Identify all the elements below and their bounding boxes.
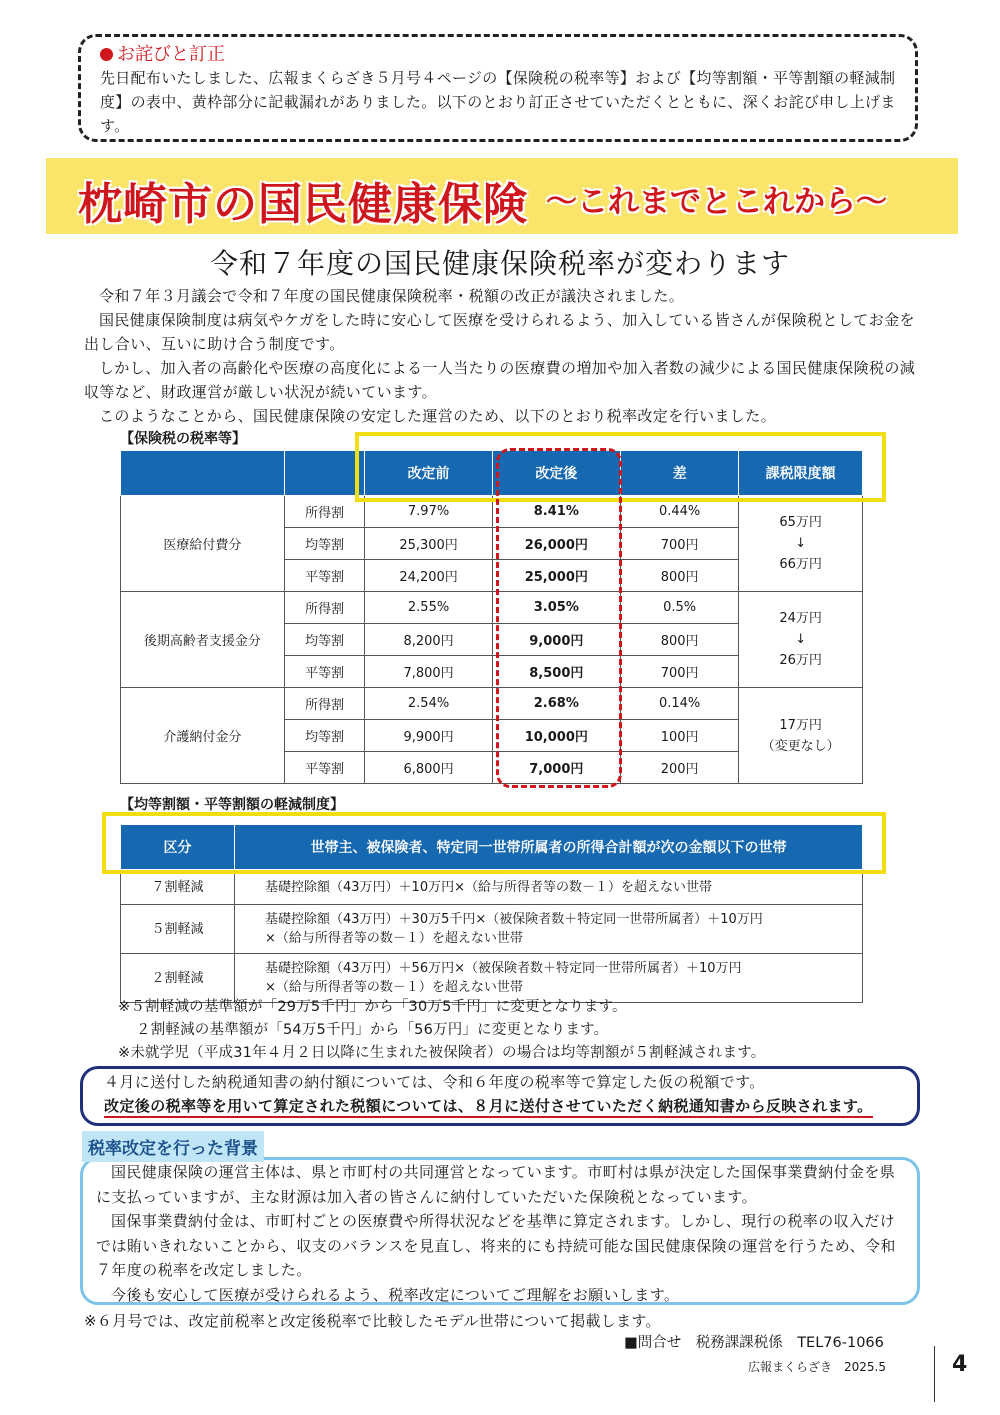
relief-description: [235, 870, 863, 905]
intro-paragraph: 国民健康保険制度は病気やケガをした時に安心して医療を受けられるよう、加入している皆さんが保険税としてお金を出し合い、互いに助け合う制度です。: [84, 311, 915, 353]
tax-type: 均等割: [284, 528, 365, 560]
headline: 令和７年度の国民健康保険税率が変わります: [209, 247, 790, 280]
intro-paragraph: 令和７年３月議会で令和７年度の国民健康保険税率・税額の改正が議決されました。: [99, 287, 685, 305]
header-diff: 差: [620, 451, 738, 496]
value-after: 3.05%: [492, 592, 620, 624]
value-diff: 700円: [620, 528, 738, 560]
down-arrow-icon: ↓: [795, 632, 807, 647]
value-before: 9,900円: [365, 720, 492, 752]
limit-to: 26万円: [779, 653, 822, 668]
relief-line: ×（給与所得者等の数－１）を超えない世帯: [265, 980, 523, 995]
notice-line-2: 改定後の税率等を用いて算定された税額については、８月に送付させていただく納税通知書から反映されます。: [104, 1095, 873, 1118]
tax-type: 平等割: [284, 656, 365, 688]
limit-from: 65万円: [779, 515, 822, 530]
apology-title: [100, 40, 225, 66]
value-before: 6,800円: [365, 752, 492, 784]
background-paragraph: 今後も安心して医療が受けられるよう、税率改定についてご理解をお願いします。: [111, 1285, 680, 1304]
after-column-highlight: [496, 448, 622, 788]
apology-title-text: お詫びと訂正: [117, 44, 225, 65]
relief-line: 基礎控除額（43万円）＋10万円×（給与所得者等の数－１）を超えない世帯: [265, 879, 712, 895]
relief-line: 基礎控除額（43万円）＋30万5千円×（被保険者数＋特定同一世帯所属者）＋10万円: [265, 912, 763, 927]
tax-limit: [739, 496, 863, 592]
value-diff: 0.44%: [620, 496, 738, 528]
value-diff: 200円: [620, 752, 738, 784]
relief-description: [235, 905, 863, 954]
notice-line-1: ４月に送付した納税通知書の納付額については、令和６年度の税率等で算定した仮の税額です。: [104, 1073, 765, 1091]
note-line: ※未就学児（平成31年４月２日以降に生まれた被保険者）の場合は均等割額が５割軽減されます。: [118, 1045, 766, 1061]
group-name: 介護納付金分: [121, 688, 285, 784]
page-number: 4: [952, 1352, 968, 1377]
value-diff: 700円: [620, 656, 738, 688]
note-line: ２割軽減の基準額が「54万5千円」から「56万円」に変更となります。: [136, 1022, 609, 1038]
header-limit: 課税限度額: [739, 451, 863, 496]
value-diff: 0.14%: [620, 688, 738, 720]
value-after: 7,000円: [492, 752, 620, 784]
value-before: 2.54%: [365, 688, 492, 720]
table-row: [121, 905, 863, 954]
red-dot-icon: [100, 48, 113, 61]
tax-type: 均等割: [284, 624, 365, 656]
correction-highlight-box: [102, 812, 886, 874]
publication-info: 広報まくらざき 2025.5: [748, 1360, 886, 1374]
value-before: 7.97%: [365, 496, 492, 528]
down-arrow-icon: ↓: [795, 536, 807, 551]
header-before: 改定前: [365, 451, 492, 496]
tax-limit: [739, 688, 863, 784]
value-before: 8,200円: [365, 624, 492, 656]
intro-paragraph: このようなことから、国民健康保険の安定した運営のため、以下のとおり税率改定を行いました。: [99, 407, 777, 425]
relief-line: ×（給与所得者等の数－１）を超えない世帯: [265, 931, 523, 946]
relief-category: ２割軽減: [121, 954, 235, 1003]
banner-subtitle: ～これまでとこれから～: [546, 184, 887, 220]
tax-type: 平等割: [284, 560, 365, 592]
relief-category: ７割軽減: [121, 870, 235, 905]
intro-paragraph: しかし、加入者の高齢化や医療の高度化による一人当たりの医療費の増加や加入者数の減少による国民健康保険税の減収等など、財政運営が厳しい状況が続いています。: [84, 359, 916, 401]
header-blank: [284, 451, 365, 496]
header-after: 改定後: [492, 451, 620, 496]
value-diff: 0.5%: [620, 592, 738, 624]
value-after: 10,000円: [492, 720, 620, 752]
tax-type: 平等割: [284, 752, 365, 784]
value-after: 25,000円: [492, 560, 620, 592]
background-paragraph: 国保事業費納付金は、市町村ごとの医療費や所得状況などを基準に算定されます。しかし、現行の税率の収入だけでは賄いきれないことから、収支のバランスを見直し、将来的にも持続可能な国民健康保険の運営を行うため、令和７年度の税率を改定しました。: [96, 1212, 896, 1279]
notes: [118, 996, 765, 1065]
table-row: [121, 592, 863, 624]
header-description: 世帯主、被保険者、特定同一世帯所属者の所得合計額が次の金額以下の世帯: [235, 825, 863, 870]
background-heading: 税率改定を行った背景: [82, 1131, 264, 1162]
note-line: ※５割軽減の基準額が「29万5千円」から「30万5千円」に変更となります。: [118, 999, 627, 1015]
limit-from: 24万円: [779, 611, 822, 626]
limit-to: （変更なし）: [761, 738, 840, 754]
header-blank: [121, 451, 285, 496]
tax-limit: [739, 592, 863, 688]
contact-info: ■問合せ 税務課課税係 TEL76-1066: [624, 1335, 884, 1351]
group-name: 後期高齢者支援金分: [121, 592, 285, 688]
value-before: 7,800円: [365, 656, 492, 688]
background-paragraph: 国民健康保険の運営主体は、県と市町村の共同運営となっています。市町村は県が決定した国保事業費納付金を県に支払っていますが、主な財源は加入者の皆さんに納付していただいた保険税となっています。: [96, 1163, 896, 1206]
tax-type: 所得割: [284, 496, 365, 528]
footnote: ※６月号では、改定前税率と改定後税率で比較したモデル世帯について掲載します。: [84, 1312, 661, 1330]
value-after: 9,000円: [492, 624, 620, 656]
table-row: [121, 688, 863, 720]
divider: [934, 1346, 935, 1402]
value-after: 8.41%: [492, 496, 620, 528]
value-before: 24,200円: [365, 560, 492, 592]
rate-table-label: 【保険税の税率等】: [120, 431, 246, 447]
relief-table-label: 【均等割額・平等割額の軽減制度】: [120, 797, 344, 813]
background-text: [96, 1160, 908, 1307]
relief-line: 基礎控除額（43万円）＋56万円×（被保険者数＋特定同一世帯所属者）＋10万円: [265, 961, 742, 976]
limit-from: 17万円: [779, 717, 822, 733]
value-diff: 800円: [620, 624, 738, 656]
tax-type: 均等割: [284, 720, 365, 752]
value-after: 2.68%: [492, 688, 620, 720]
group-name: 医療給付費分: [121, 496, 285, 592]
value-after: 26,000円: [492, 528, 620, 560]
limit-to: 66万円: [779, 557, 822, 572]
value-before: 2.55%: [365, 592, 492, 624]
apology-body: 先日配布いたしました、広報まくらざき５月号４ページの【保険税の税率等】および【均等割額・平等割額の軽減制度】の表中、黄枠部分に記載漏れがありました。以下のとおり訂正させていただくとともに、深くお詫び申し上げます。: [100, 69, 896, 135]
value-diff: 100円: [620, 720, 738, 752]
value-before: 25,300円: [365, 528, 492, 560]
value-diff: 800円: [620, 560, 738, 592]
banner-main-title: 枕崎市の国民健康保険: [78, 179, 528, 230]
intro-text: [84, 284, 920, 428]
relief-category: ５割軽減: [121, 905, 235, 954]
value-after: 8,500円: [492, 656, 620, 688]
tax-type: 所得割: [284, 592, 365, 624]
table-row: [121, 870, 863, 905]
header-category: 区分: [121, 825, 235, 870]
tax-type: 所得割: [284, 688, 365, 720]
